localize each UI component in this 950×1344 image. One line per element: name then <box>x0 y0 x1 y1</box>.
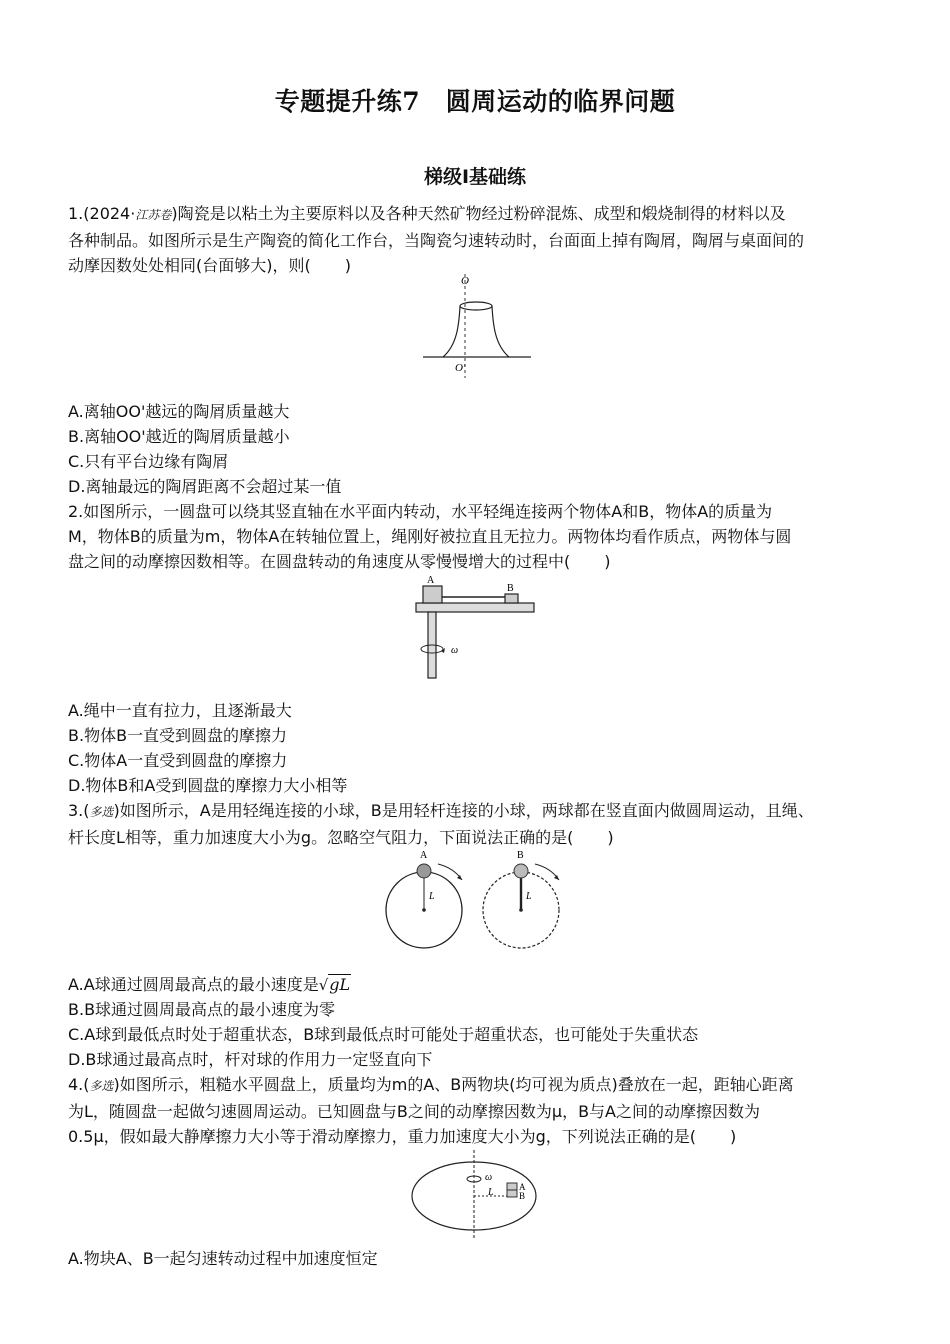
q4-label-b: B <box>519 1191 526 1201</box>
q3-close: ) <box>607 828 614 847</box>
q3-label-b: B <box>517 850 524 861</box>
q1-figure-pottery-wheel <box>415 270 545 382</box>
q4-option-a[interactable]: A.物块A、B一起匀速转动过程中加速度恒定 <box>68 1249 378 1268</box>
q3-option-a[interactable] <box>68 972 351 998</box>
q2-label-omega: ω <box>451 645 459 656</box>
q3-option-c[interactable]: C.A球到最低点时处于超重状态，B球到最低点时可能处于超重状态，也可能处于失重状态 <box>68 1025 699 1044</box>
q4-line3: 0.5μ，假如最大静摩擦力大小等于滑动摩擦力，重力加速度大小为g，下列说法正确的是( <box>68 1127 697 1146</box>
q1-line3: 动摩因数处处相同(台面够大)，则( <box>68 256 311 275</box>
q2-stem <box>68 499 890 574</box>
q3-line1: )如图所示，A是用轻绳连接的小球，B是用轻杆连接的小球，两球都在竖直面内做圆周运动，且绳、 <box>113 801 814 820</box>
q2-option-d[interactable]: D.物体B和A受到圆盘的摩擦力大小相等 <box>68 776 348 795</box>
sqrt-sign: √ <box>318 976 329 994</box>
q3-label-l-left: L <box>429 891 435 902</box>
q4-label-a: A <box>519 1182 526 1192</box>
q4-line1: )如图所示，粗糙水平圆盘上，质量均为m的A、B两物块(均可视为质点)叠放在一起，距轴心距离 <box>113 1075 794 1094</box>
q3-label-l-right: L <box>526 891 532 902</box>
q4-label-l: L <box>488 1187 494 1198</box>
q4-line2: 为L，随圆盘一起做匀速圆周运动。已知圆盘与B之间的动摩擦因数为μ，B与A之间的动摩擦因数为 <box>68 1102 760 1121</box>
section-heading: 梯级Ⅰ基础练 <box>423 166 527 188</box>
q2-line2: M，物体B的质量为m，物体A在转轴位置上，绳刚好被拉直且无拉力。两物体均看作质点，两物体与圆 <box>68 527 792 546</box>
q4-source: 多选 <box>89 1079 114 1093</box>
q3-option-a-text: A.A球通过圆周最高点的最小速度是 <box>68 975 319 994</box>
q1-number: 1.(2024· <box>68 204 136 223</box>
q1-close: ) <box>344 256 351 275</box>
q3-source: 多选 <box>89 805 114 819</box>
q4-stem <box>68 1072 890 1149</box>
q2-line3: 盘之间的动摩擦因数相等。在圆盘转动的角速度从零慢慢增大的过程中( <box>68 552 571 571</box>
q1-source: 江苏卷 <box>135 208 172 222</box>
q1-stem <box>68 201 890 278</box>
q2-line1: 2.如图所示，一圆盘可以绕其竖直轴在水平面内转动，水平轻绳连接两个物体A和B，物体A的质量为 <box>68 502 773 521</box>
q4-figure-disk <box>410 1148 542 1240</box>
q2-label-a: A <box>427 575 435 586</box>
q3-option-a-math: gL <box>329 975 351 994</box>
q1-label-o: O <box>461 275 469 287</box>
q1-line1: )陶瓷是以粘土为主要原料以及各种天然矿物经过粉碎混炼、成型和煅烧制得的材料以及 <box>171 204 786 223</box>
q3-label-a: A <box>420 850 428 861</box>
q2-close: ) <box>604 552 611 571</box>
q2-figure-disk <box>408 572 543 682</box>
q4-close: ) <box>730 1127 737 1146</box>
q1-line2: 各种制品。如图所示是生产陶瓷的简化工作台，当陶瓷匀速转动时，台面面上掉有陶屑，陶屑与桌面间的 <box>68 231 805 250</box>
q1-option-b[interactable]: B.离轴OO'越近的陶屑质量越小 <box>68 427 290 446</box>
q3-line2: 杆长度L相等，重力加速度大小为g。忽略空气阻力，下面说法正确的是( <box>68 828 574 847</box>
q2-option-a[interactable]: A.绳中一直有拉力，且逐渐最大 <box>68 701 292 720</box>
q1-option-d[interactable]: D.离轴最远的陶屑距离不会超过某一值 <box>68 477 342 496</box>
q1-option-c[interactable]: C.只有平台边缘有陶屑 <box>68 452 229 471</box>
q2-option-b[interactable]: B.物体B一直受到圆盘的摩擦力 <box>68 726 288 745</box>
q3-number: 3.( <box>68 801 90 820</box>
q3-stem <box>68 798 890 850</box>
q1-option-a[interactable]: A.离轴OO'越远的陶屑质量越大 <box>68 402 290 421</box>
q1-label-o-prime: O′ <box>455 362 466 374</box>
page-title: 专题提升练7 圆周运动的临界问题 <box>274 87 676 116</box>
q3-option-d[interactable]: D.B球通过最高点时，杆对球的作用力一定竖直向下 <box>68 1050 433 1069</box>
q2-label-b: B <box>507 583 514 594</box>
q2-option-c[interactable]: C.物体A一直受到圆盘的摩擦力 <box>68 751 288 770</box>
q3-option-b[interactable]: B.B球通过圆周最高点的最小速度为零 <box>68 1000 336 1019</box>
q4-number: 4.( <box>68 1075 90 1094</box>
q3-figure-circles <box>380 846 570 952</box>
q4-label-omega: ω <box>485 1172 493 1183</box>
